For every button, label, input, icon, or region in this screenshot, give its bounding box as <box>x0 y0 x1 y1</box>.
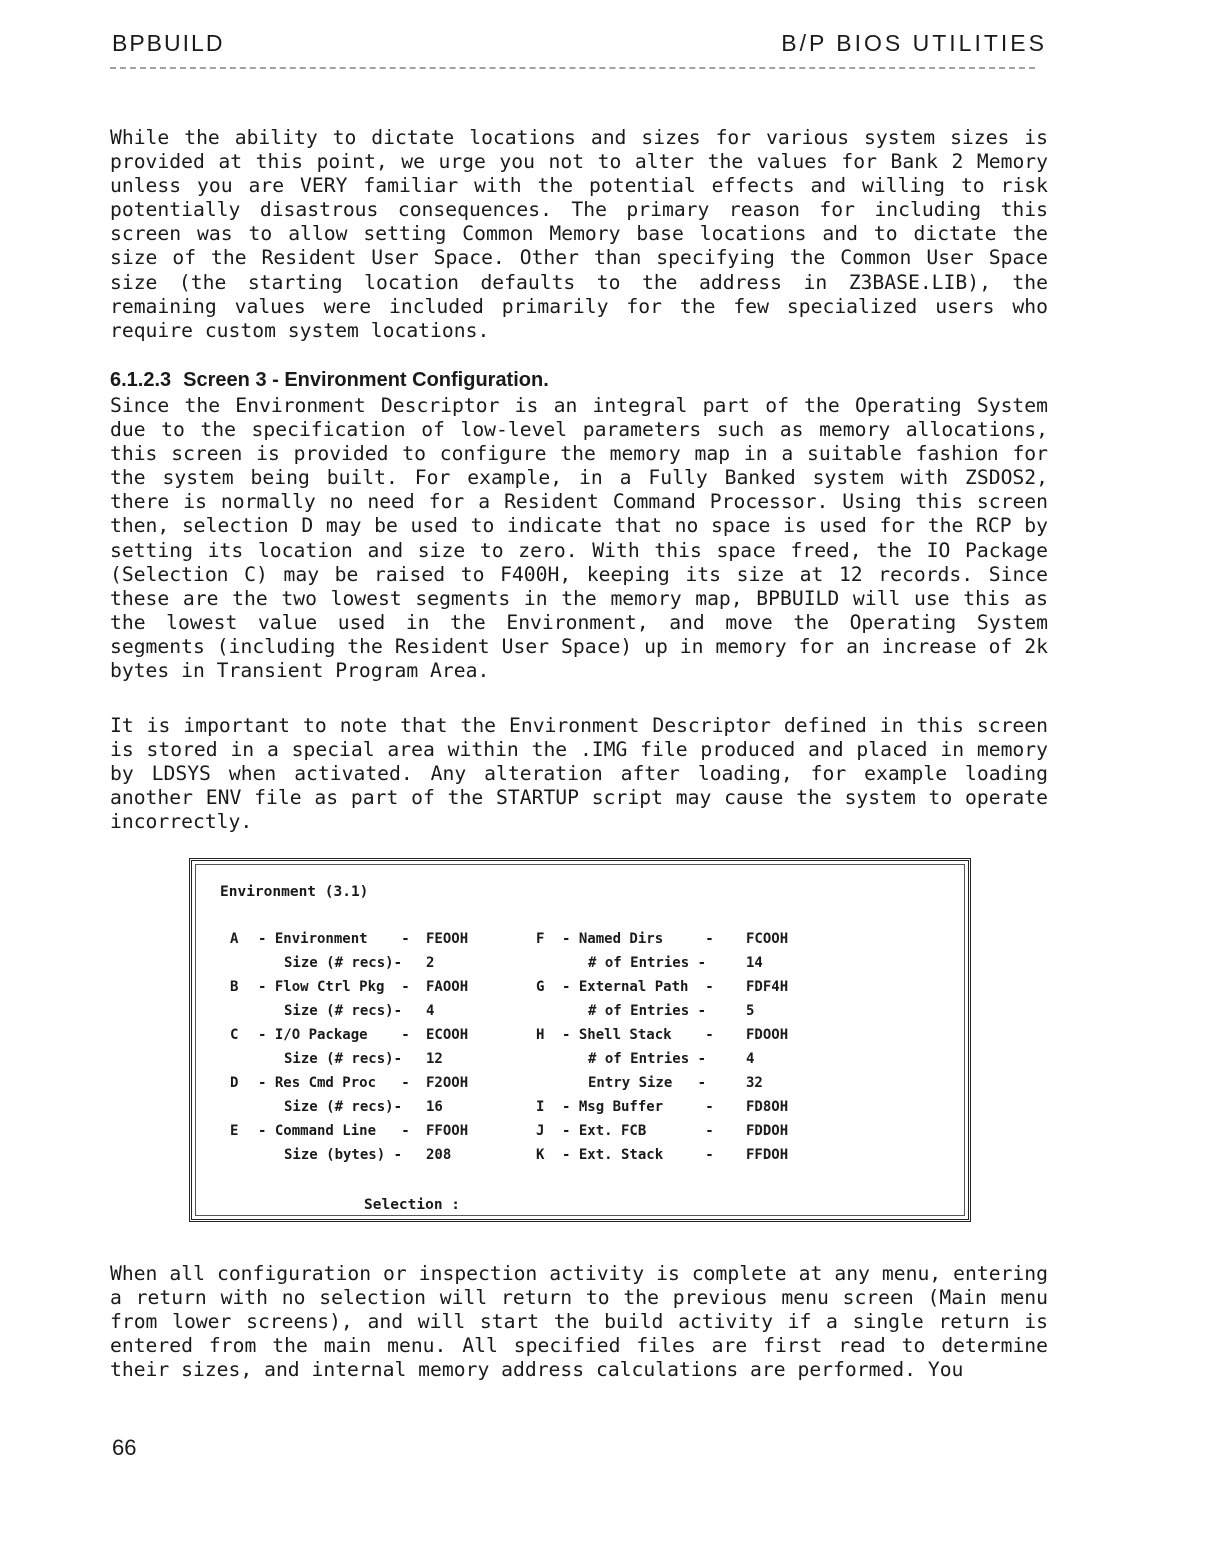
option-value: FAOOH <box>426 979 469 995</box>
section-number: 6.1.2.3 <box>110 369 172 391</box>
option-label: # of Entries - <box>588 1003 707 1019</box>
option-value: F2OOH <box>426 1075 469 1091</box>
right-row <box>196 1003 964 1025</box>
section-heading <box>110 369 549 392</box>
section-title: Screen 3 - Environment Configuration. <box>183 369 549 391</box>
right-row <box>196 1051 964 1073</box>
option-value: 4 <box>746 1051 755 1067</box>
option-label: - Environment - <box>258 931 410 947</box>
paragraph-3: It is important to note that the Environment Descriptor defined in this screen is stored in a special area within the .IMG file produced and placed in memory by LDSYS when activated. Any alteration after loading, for example loading another ENV file as part of the STARTUP script may cause the system to operate incorrectly. <box>110 714 1048 834</box>
option-key: C <box>230 1027 239 1043</box>
option-label: - Res Cmd Proc - <box>258 1075 410 1091</box>
option-key: D <box>230 1075 239 1091</box>
option-value: FDDOH <box>746 1123 789 1139</box>
option-key: B <box>230 979 239 995</box>
option-value: FDOOH <box>746 1027 789 1043</box>
right-row <box>196 1123 964 1145</box>
option-key: J <box>536 1123 545 1139</box>
option-value: 208 <box>426 1147 452 1163</box>
option-label: - Ext. FCB - <box>562 1123 714 1139</box>
option-key: F <box>536 931 545 947</box>
option-label: # of Entries - <box>588 955 707 971</box>
option-label: # of Entries - <box>588 1051 707 1067</box>
right-row <box>196 1027 964 1049</box>
option-key: K <box>536 1147 545 1163</box>
option-value: FDF4H <box>746 979 789 995</box>
screen-title: Environment (3.1) <box>220 884 369 900</box>
right-row <box>196 1075 964 1097</box>
selection-prompt: Selection : <box>364 1197 461 1213</box>
option-label: Size (bytes) - <box>284 1147 403 1163</box>
option-value: 12 <box>426 1051 443 1067</box>
header-left: BPBUILD <box>112 30 225 56</box>
screen-inner-frame <box>195 864 965 1216</box>
option-value: 5 <box>746 1003 755 1019</box>
header-rule <box>110 67 1035 69</box>
option-label: Size (# recs)- <box>284 1003 403 1019</box>
option-value: 4 <box>426 1003 435 1019</box>
option-label: - Named Dirs - <box>562 931 714 947</box>
option-key: A <box>230 931 239 947</box>
option-label: Size (# recs)- <box>284 955 403 971</box>
header-right: B/P BIOS UTILITIES <box>781 30 1047 56</box>
right-row <box>196 979 964 1001</box>
option-label: - I/O Package - <box>258 1027 410 1043</box>
option-value: FFOOH <box>426 1123 469 1139</box>
option-label: - Ext. Stack - <box>562 1147 714 1163</box>
page-number: 66 <box>112 1435 137 1460</box>
paragraph-2: Since the Environment Descriptor is an integral part of the Operating System due to the specification of low-level parameters such as memory allocations, this screen is provided to configure the memory map in a suitable fashion for the system being built. For example, in a Fully Banked system with ZSDOS2, there is normally no need for a Resident Command Processor. Using this screen then, selection D may be used to indicate that no space is used for the RCP by setting its location and size to zero. With this space freed, the IO Package (Selection C) may be raised to F400H, keeping its size at 12 records. Since these are the two lowest segments in the memory map, BPBUILD will use this as the lowest value used in the Environment, and move the Operating System segments (including the Resident User Space) up in memory for an increase of 2k bytes in Transient Program Area. <box>110 394 1048 683</box>
option-key: G <box>536 979 545 995</box>
option-label: Size (# recs)- <box>284 1099 403 1115</box>
option-key: I <box>536 1099 545 1115</box>
option-value: FFDOH <box>746 1147 789 1163</box>
environment-screen-figure <box>189 858 971 1222</box>
option-value: 14 <box>746 955 763 971</box>
option-value: ECOOH <box>426 1027 469 1043</box>
option-label: - Command Line - <box>258 1123 410 1139</box>
right-row <box>196 955 964 977</box>
option-label: Entry Size - <box>588 1075 707 1091</box>
option-value: 2 <box>426 955 435 971</box>
right-row <box>196 1099 964 1121</box>
option-key: E <box>230 1123 239 1139</box>
option-label: - Shell Stack - <box>562 1027 714 1043</box>
option-label: - Flow Ctrl Pkg - <box>258 979 410 995</box>
option-value: FD8OH <box>746 1099 789 1115</box>
running-header <box>112 30 1045 64</box>
right-row <box>196 931 964 953</box>
paragraph-1: While the ability to dictate locations and sizes for various system sizes is provided at this point, we urge you not to alter the values for Bank 2 Memory unless you are VERY familiar with the potential effects and willing to risk potentially disastrous consequences. The primary reason for including this screen was to allow setting Common Memory base locations and to dictate the size of the Resident User Space. Other than specifying the Common User Space size (the starting location defaults to the address in Z3BASE.LIB), the remaining values were included primarily for the few specialized users who require custom system locations. <box>110 126 1048 342</box>
option-value: 32 <box>746 1075 763 1091</box>
option-value: 16 <box>426 1099 443 1115</box>
option-key: H <box>536 1027 545 1043</box>
right-row <box>196 1147 964 1169</box>
option-label: - Msg Buffer - <box>562 1099 714 1115</box>
option-value: FEOOH <box>426 931 469 947</box>
option-value: FCOOH <box>746 931 789 947</box>
option-label: Size (# recs)- <box>284 1051 403 1067</box>
paragraph-4: When all configuration or inspection activity is complete at any menu, entering a return with no selection will return to the previous menu screen (Main menu from lower screens), and will start the build activity if a single return is entered from the main menu. All specified files are first read to determine their sizes, and internal memory address calculations are performed. You <box>110 1262 1048 1382</box>
option-label: - External Path - <box>562 979 714 995</box>
